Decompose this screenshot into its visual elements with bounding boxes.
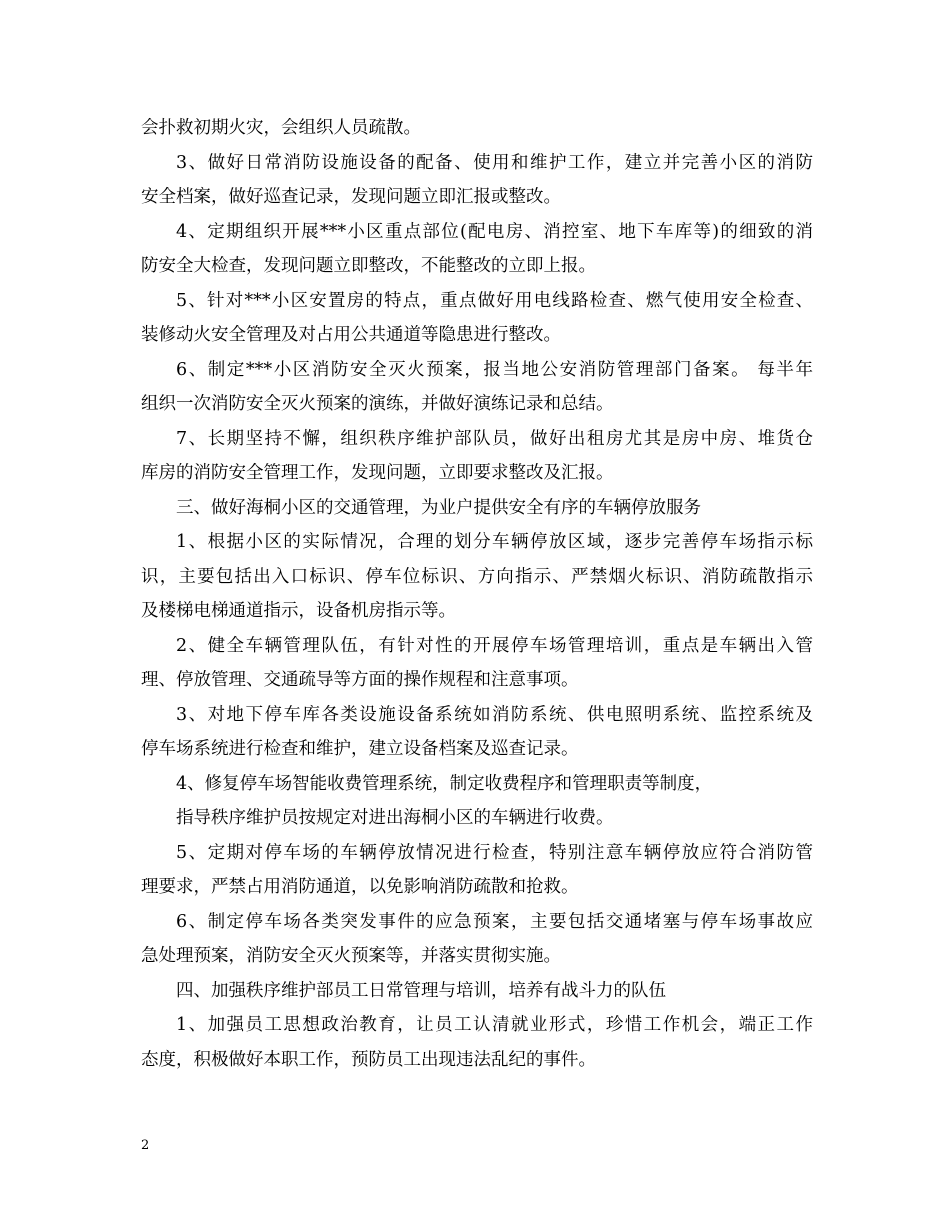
document-body [141, 111, 813, 1077]
text-line: 四、加强秩序维护部员工日常管理与培训，培养有战斗力的队伍 [176, 980, 666, 1001]
text-line: 库房的消防安全管理工作，发现问题，立即要求整改及汇报。 [141, 463, 614, 483]
text-line: 态度，积极做好本职工作，预防员工出现违法乱纪的事件。 [141, 1049, 596, 1070]
text-line: 3、对地下停车库各类设施设备系统如消防系统、供电照明系统、监控系统及 [176, 704, 813, 725]
text-line: 三、做好海桐小区的交通管理，为业户提供安全有序的车辆停放服务 [176, 497, 701, 518]
text-line: 理要求，严禁占用消防通道，以免影响消防疏散和抢救。 [141, 877, 579, 897]
page-number: 2 [141, 1138, 150, 1153]
text-line: 急处理预案，消防安全灭火预案等，并落实贯彻实施。 [141, 946, 561, 966]
text-line: 4、修复停车场智能收费管理系统，制定收费程序和管理职责等制度， [176, 773, 713, 794]
text-line: 5、定期对停车场的车辆停放情况进行检查，特别注意车辆停放应符合消防管 [176, 842, 813, 863]
text-line: 1、根据小区的实际情况，合理的划分车辆停放区域，逐步完善停车场指示标 [176, 532, 813, 552]
text-line: 5、针对***小区安置房的特点，重点做好用电线路检查、燃气使用安全检查、 [176, 290, 813, 311]
text-line: 指导秩序维护员按规定对进出海桐小区的车辆进行收费。 [176, 808, 614, 828]
text-line: 装修动火安全管理及对占用公共通道等隐患进行整改。 [141, 325, 561, 345]
text-line: 会扑救初期火灾，会组织人员疏散。 [141, 118, 421, 138]
text-line: 2、健全车辆管理队伍，有针对性的开展停车场管理培训，重点是车辆出入管 [176, 635, 813, 656]
text-line: 防安全大检查，发现问题立即整改，不能整改的立即上报。 [141, 256, 596, 276]
text-line: 1、加强员工思想政治教育，让员工认清就业形式，珍惜工作机会，端正工作 [176, 1015, 813, 1035]
text-line: 3、做好日常消防设施设备的配备、使用和维护工作，建立并完善小区的消防 [176, 152, 813, 173]
text-line: 7、长期坚持不懈，组织秩序维护部队员，做好出租房尤其是房中房、堆货仓 [176, 428, 813, 449]
text-line: 及楼梯电梯通道指示，设备机房指示等。 [141, 601, 456, 621]
text-line: 停车场系统进行检查和维护，建立设备档案及巡查记录。 [141, 739, 579, 759]
text-line: 6、制定停车场各类突发事件的应急预案，主要包括交通堵塞与停车场事故应 [176, 911, 813, 932]
text-line: 组织一次消防安全灭火预案的演练，并做好演练记录和总结。 [141, 394, 614, 414]
text-line: 理、停放管理、交通疏导等方面的操作规程和注意事项。 [141, 670, 579, 690]
text-line: 4、定期组织开展***小区重点部位(配电房、消控室、地下车库等)的细致的消 [176, 221, 813, 242]
text-line: 识，主要包括出入口标识、停车位标识、方向指示、严禁烟火标识、消防疏散指示 [141, 566, 813, 587]
text-line: 安全档案，做好巡查记录，发现问题立即汇报或整改。 [141, 187, 561, 207]
text-line: 6、制定***小区消防安全灭火预案，报当地公安消防管理部门备案。 每半年 [176, 359, 813, 380]
